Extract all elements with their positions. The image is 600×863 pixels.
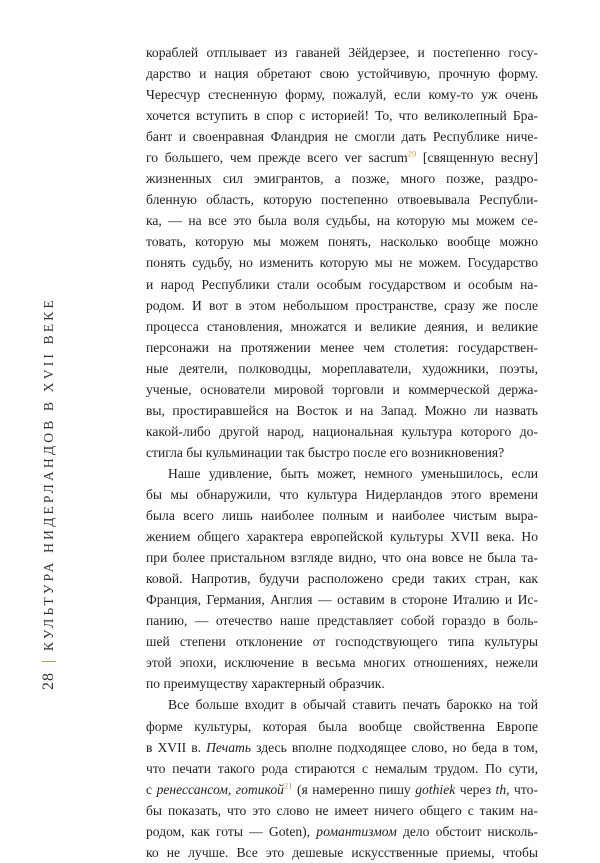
italic-term: романтизмом xyxy=(316,823,397,839)
text-line: какой-либо другой народ, национальная культура которого до- xyxy=(146,423,538,439)
text-line: бленную область, которую постепенно отвоевывала Республи- xyxy=(146,192,538,208)
text-line: ковой. Напротив, будучи расположено среди таких стран, как xyxy=(146,571,538,587)
text-line: бы показать, что это слово не имеет ничего общего с таким на- xyxy=(146,802,538,818)
paragraph-2 xyxy=(146,463,538,695)
text-line: по преимуществу характерный образчик. xyxy=(146,676,385,692)
text-line: и народ Республики стали особым государством и особым на- xyxy=(146,276,538,292)
text-line: жением общего характера европейской культуры XVII века. Но xyxy=(146,529,538,545)
header-separator xyxy=(42,661,56,662)
text-segment: с xyxy=(146,781,153,797)
text-line: форме культуры, которая была вообще свойственна Европе xyxy=(146,718,538,734)
text-line: была всего лишь наиболее полным и наиболее чистым выра- xyxy=(146,508,538,524)
text-line: ученые, основатели мировой торговли и коммерческой держа- xyxy=(146,381,538,397)
text-segment: в XVII в. xyxy=(146,739,202,755)
text-line: вы, простиравшейся на Восток и на Запад. Можно ли назвать xyxy=(146,402,538,418)
text-line: при более пристальном взгляде видно, что она вовсе не была та- xyxy=(146,550,538,566)
text-line: ные деятели, полководцы, мореплаватели, художники, поэты, xyxy=(146,360,538,376)
text-line xyxy=(146,779,538,800)
text-line: что печати такого рода стираются с немалым трудом. По сути, xyxy=(146,760,538,776)
text-line xyxy=(146,821,538,842)
text-line: шей степени отклонение от господствующего типа культуры xyxy=(146,634,538,650)
paragraph-3 xyxy=(146,694,538,862)
text-line xyxy=(146,147,538,168)
text-segment: родом, как готы — Goten), xyxy=(146,823,311,839)
italic-term: th, xyxy=(495,781,510,797)
italic-term: gothiek xyxy=(415,781,456,797)
text-line: родом. И вот в этом небольшом пространстве, сразу же после xyxy=(146,297,538,313)
text-line: процесса становления, множатся и великие деяния, и великие xyxy=(146,318,538,334)
text-line: бант и своенравная Фландрия не смогли дать Республике ниче- xyxy=(146,129,538,145)
text-line: товать, которую мы можем понять, насколько вообще можно xyxy=(146,234,538,250)
text-line: Наше удивление, быть может, немного уменьшилось, если xyxy=(168,465,538,481)
text-line: ко не лучше. Все это дешевые искусственные приемы, чтобы xyxy=(146,844,538,860)
text-line: Чересчур стесненную форму, пожалуй, если кому-то уж очень xyxy=(146,87,538,103)
page-margin-header xyxy=(40,297,58,690)
text-line: стигла бы кульминации так быстро после его возникновения? xyxy=(146,444,505,460)
italic-term: Печать xyxy=(206,739,252,755)
footnote-mark: 21 xyxy=(283,780,293,791)
text-segment: (я намеренно пишу xyxy=(296,781,411,797)
text-line: Все больше входит в обычай ставить печать барокко на той xyxy=(168,697,538,713)
text-line: хочется вступить в спор с историей! То, что великолепный Бра- xyxy=(146,108,538,124)
text-line: ка, — на все это была воля судьбы, на которую мы можем се- xyxy=(146,213,538,229)
main-text xyxy=(146,42,538,863)
text-segment: здесь вполне подходящее слово, но беда в том, xyxy=(256,739,538,755)
text-line: панию, — отечество наше представляет собой гораздо в боль- xyxy=(146,613,538,629)
text-segment: через xyxy=(459,781,492,797)
running-title: КУЛЬТУРА НИДЕРЛАНДОВ В XVII ВЕКЕ xyxy=(41,297,56,651)
text-line: этой эпохи, исключение в весьма многих отношениях, нежели xyxy=(146,655,538,671)
text-line: дарство и нация обретают свою устойчивую, прочную форму. xyxy=(146,66,538,82)
text-line: жизненных сил эмигрантов, а позже, много позже, раздро- xyxy=(146,171,538,187)
text-line: понять судьбу, но изменить которую мы не можем. Государство xyxy=(146,255,538,271)
text-line: кораблей отплывает из гаваней Зёйдерзее, и постепенно госу- xyxy=(146,45,538,60)
text-segment: го большего, чем прежде всего ver sacrum xyxy=(146,150,408,166)
text-line: бы мы обнаружили, что культура Нидерландов этого времени xyxy=(146,486,538,502)
text-segment: что- xyxy=(514,781,538,797)
italic-term: ренессансом, готикой xyxy=(156,781,284,797)
text-line xyxy=(146,737,538,758)
page-number: 28 xyxy=(40,672,57,690)
footnote-mark: 20 xyxy=(407,148,417,159)
text-segment: дело обстоит нисколь- xyxy=(402,823,538,839)
text-line: Франция, Германия, Англия — оставим в стороне Италию и Ис- xyxy=(146,592,538,608)
paragraph-1 xyxy=(146,42,538,463)
text-line: персонажи на протяжении менее чем столетия: государствен- xyxy=(146,339,538,355)
text-segment: [священную весну] xyxy=(422,150,539,166)
